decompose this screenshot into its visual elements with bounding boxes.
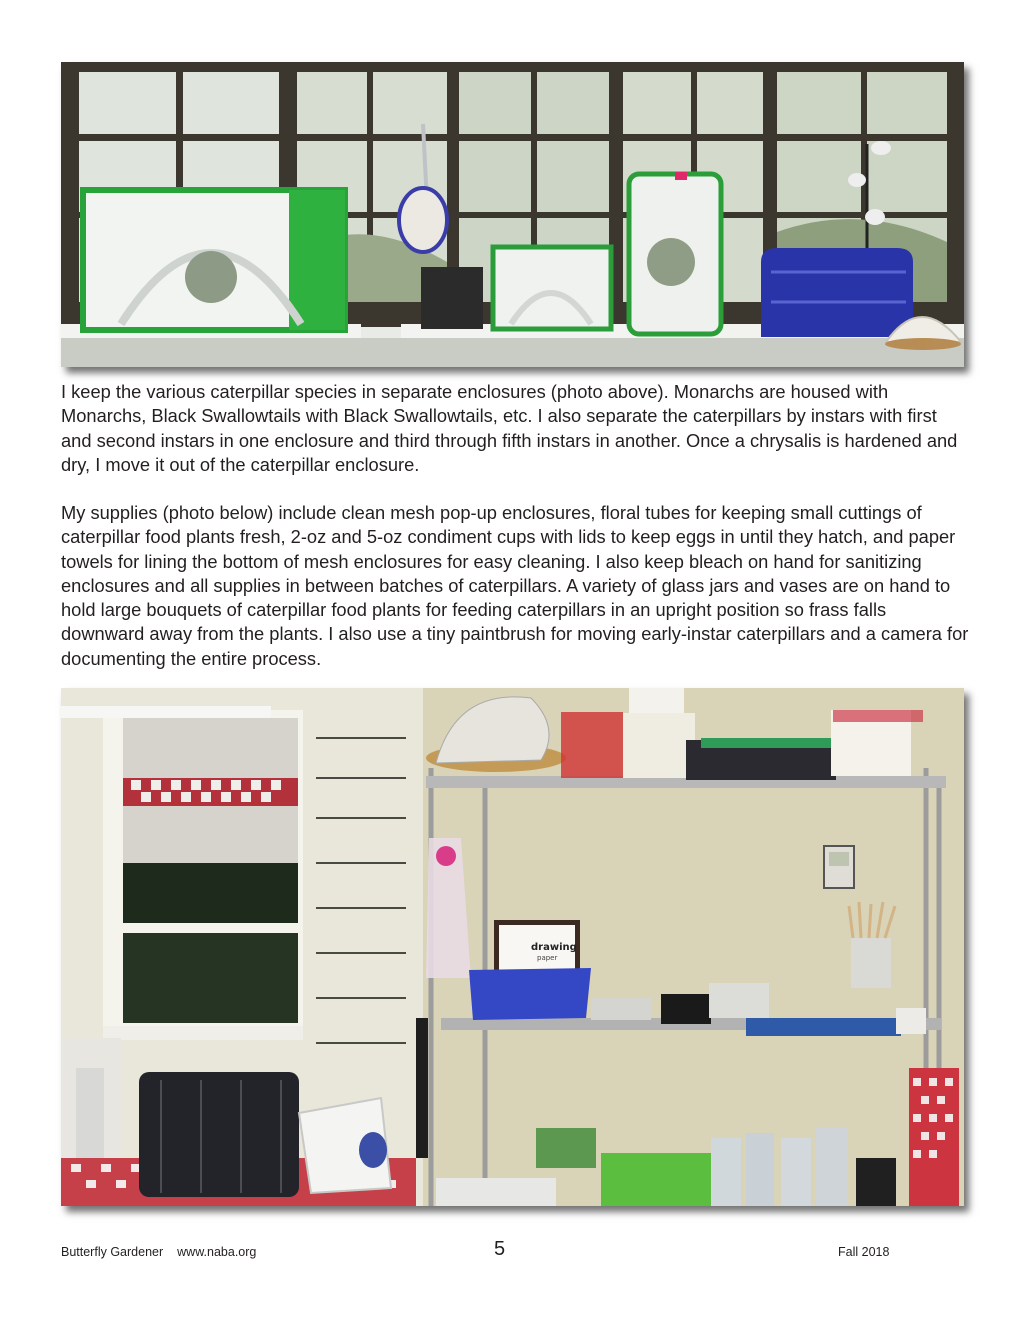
footer-publication <box>61 1245 256 1259</box>
article-paragraph-2: My supplies (photo below) include clean mesh pop-up enclosures, floral tubes for keeping small cuttings of caterpillar food plants fresh, 2-oz and 5-oz condiment cups with lids to keep eggs in until they hatch, and paper towels for lining the bottom of mesh enclosures for easy cleaning. I also keep bleach on hand for sanitizing enclosures and all supplies in between batches of caterpillars. A variety of glass jars and vases are on hand to hold large bouquets of caterpillar food plants for feeding caterpillars in an upright position so frass falls downward away from the plants. I also use a tiny paintbrush for moving early-instar caterpillars and a camera for documenting the entire process. <box>61 502 969 669</box>
drawing-paper-sublabel: paper <box>537 954 558 962</box>
drawing-paper-label: drawing <box>531 942 577 953</box>
website-link[interactable]: www.naba.org <box>177 1245 257 1259</box>
issue-label: Fall 2018 <box>838 1245 890 1259</box>
supplies-photo <box>61 688 964 1206</box>
article-paragraph-1: I keep the various caterpillar species in separate enclosures (photo above). Monarchs are housed with Monarchs, Black Swallowtails with Black Swallowtails, etc. I also separate the caterpillars by instars with first and second instars in one enclosure and third through fifth instars in another. Once a chrysalis is hardened and dry, I move it out of the caterpillar enclosure. <box>61 381 958 475</box>
publication-name: Butterfly Gardener <box>61 1245 164 1259</box>
page-number: 5 <box>494 1238 506 1260</box>
enclosures-photo <box>61 62 964 367</box>
